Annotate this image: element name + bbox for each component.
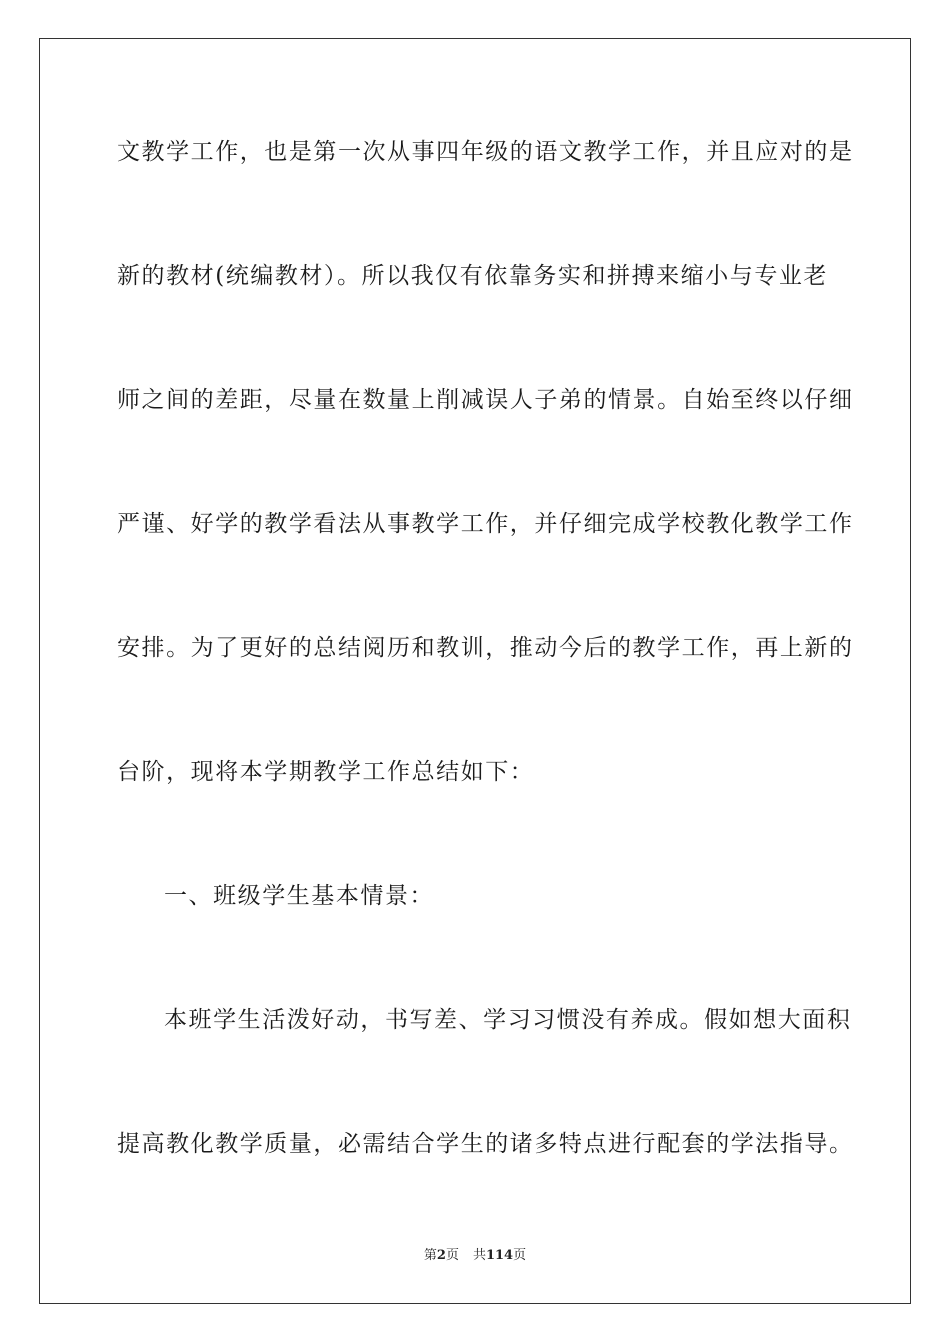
page-footer (0, 1247, 950, 1265)
paragraph-first-line: 本班学生活泼好动，书写差、学习习惯没有养成。假如想大面积 (164, 1007, 852, 1033)
page-border (39, 38, 911, 1304)
body-text-line-9: 提高教化教学质量，必需结合学生的诸多特点进行配套的学法指导。 (117, 1131, 854, 1157)
body-text-line-4: 严谨、好学的教学看法从事教学工作，并仔细完成学校教化教学工作 (117, 511, 854, 537)
total-pages: 114 (485, 1248, 514, 1263)
page-number: 2 (436, 1248, 446, 1263)
body-text-line-6: 台阶，现将本学期教学工作总结如下： (117, 759, 535, 785)
body-text-line-1: 文教学工作，也是第一次从事四年级的语文教学工作，并且应对的是 (117, 139, 854, 165)
page-prefix: 第 (423, 1248, 437, 1263)
body-text-line-3: 师之间的差距，尽量在数量上削减误人子弟的情景。自始至终以仔细 (117, 387, 854, 413)
body-text-line-5: 安排。为了更好的总结阅历和教训，推动今后的教学工作，再上新的 (117, 635, 854, 661)
body-text-line-2: 新的教材(统编教材）。所以我仅有依靠务实和拼搏来缩小与专业老 (117, 263, 828, 289)
total-suffix: 页 (513, 1248, 527, 1263)
total-prefix: 共 (472, 1248, 486, 1263)
section-heading: 一、班级学生基本情景： (164, 883, 435, 909)
page-suffix: 页 (445, 1248, 459, 1263)
